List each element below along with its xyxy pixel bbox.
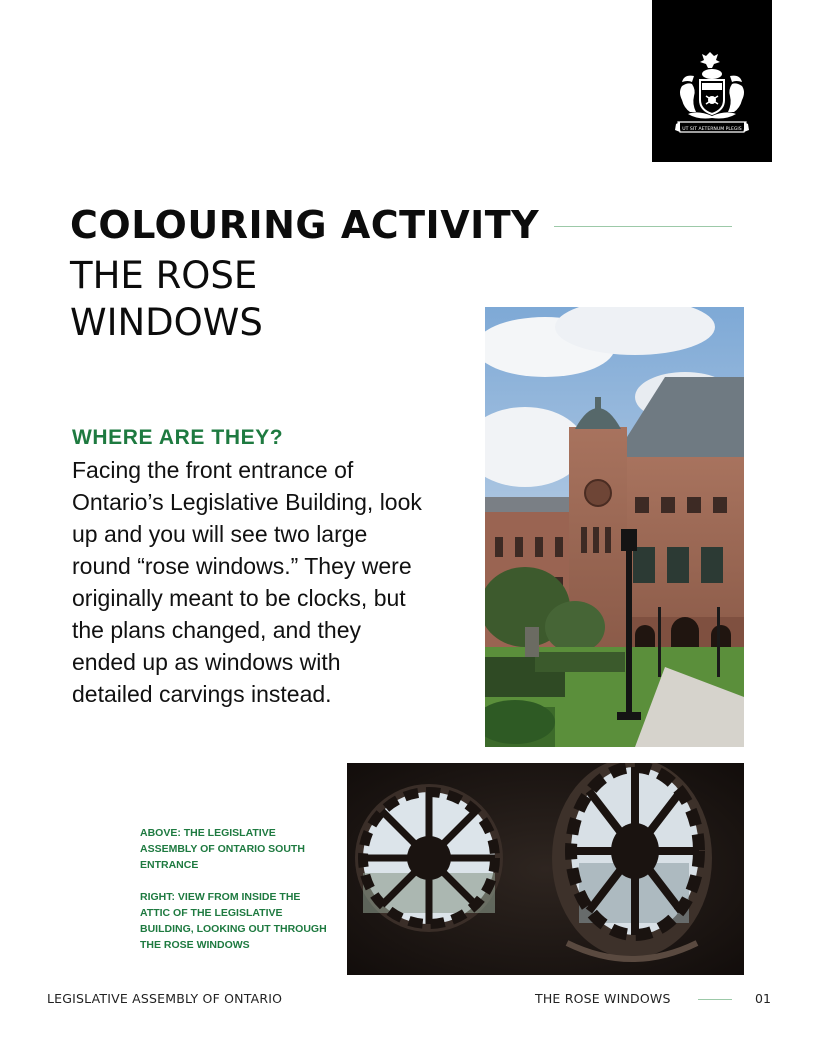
title-divider: [554, 226, 732, 227]
footer-document-title: THE ROSE WINDOWS: [535, 991, 671, 1006]
page-number: 01: [755, 991, 771, 1006]
crest-motto: UT SIT AETERNUM PLEGIS: [682, 127, 742, 132]
caption-right: RIGHT: VIEW FROM INSIDE THE ATTIC OF THE LEGISLATIVE BUILDING, LOOKING OUT THROUGH THE ROSE WINDOWS: [140, 891, 327, 951]
section-body-text: Facing the front entrance of Ontario’s Legislative Building, look up and you will see two large round “rose windows.” They were originally meant to be clocks, but the plans changed, and they ended up as windows with detailed carvings instead.: [72, 457, 422, 707]
rose-windows-photo: [347, 763, 744, 975]
footer-organization: LEGISLATIVE ASSEMBLY OF ONTARIO: [47, 991, 283, 1006]
page-subtitle: THE ROSE WINDOWS: [70, 254, 263, 344]
coat-of-arms-logo: [674, 52, 750, 138]
caption-above: ABOVE: THE LEGISLATIVE ASSEMBLY OF ONTARIO SOUTH ENTRANCE: [140, 827, 305, 871]
section-heading: WHERE ARE THEY?: [72, 426, 284, 449]
legislative-building-photo: [485, 307, 744, 747]
crest-block: [652, 0, 772, 162]
footer-divider: [698, 999, 732, 1000]
page-title: COLOURING ACTIVITY: [70, 203, 540, 247]
